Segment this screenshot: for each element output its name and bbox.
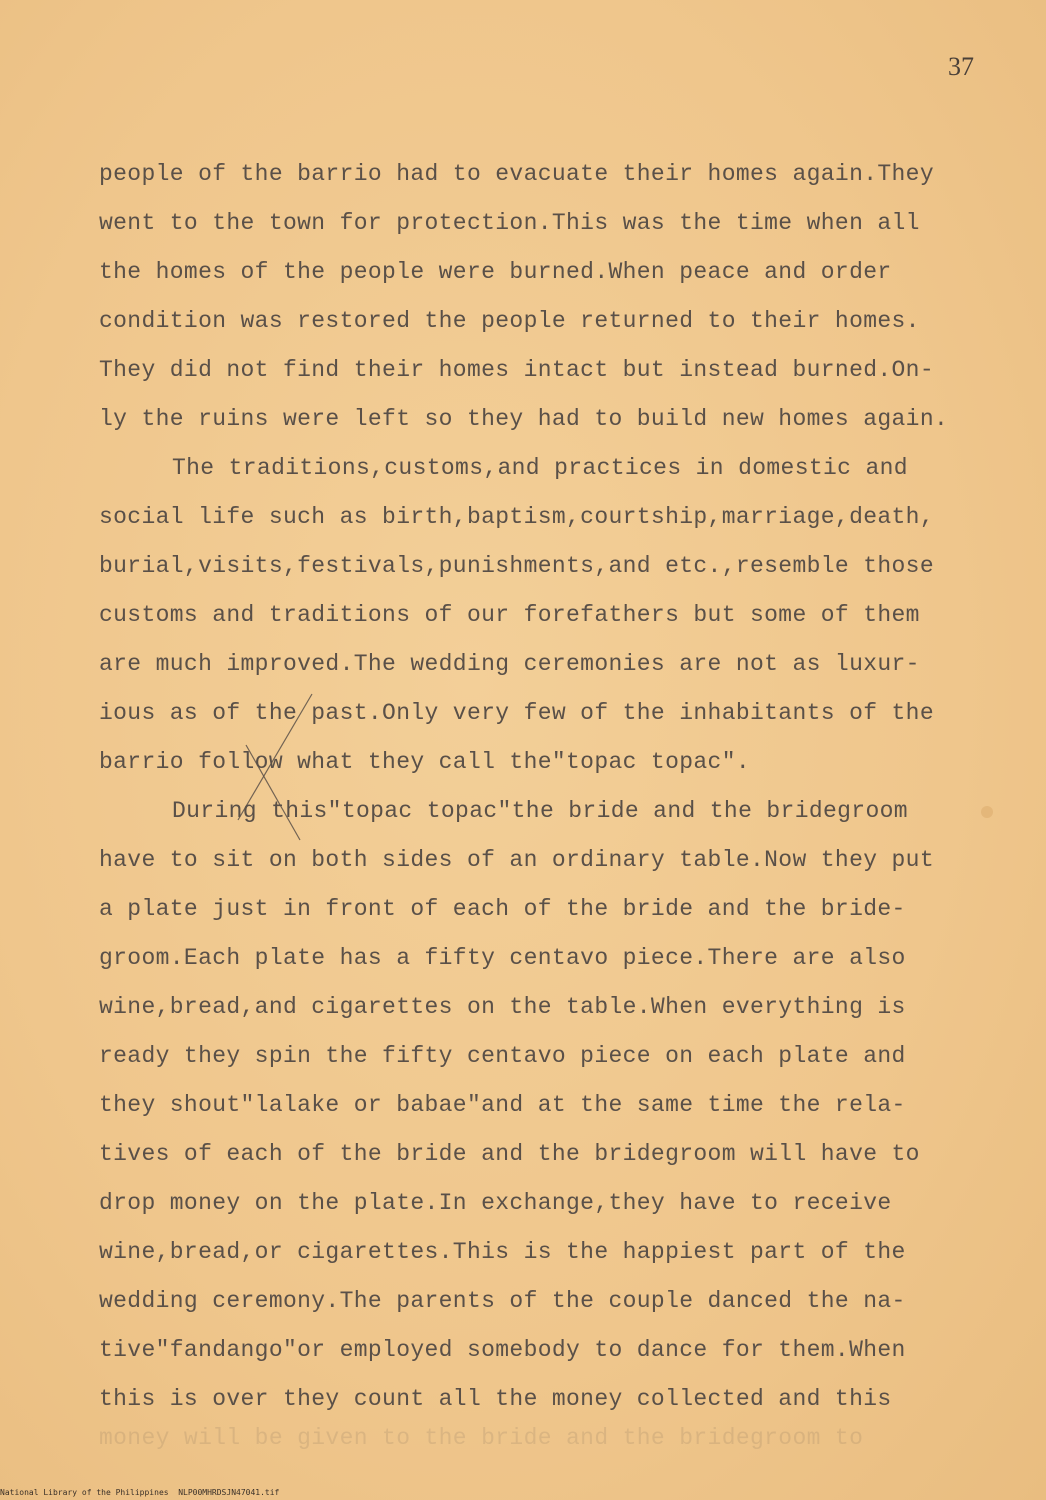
text-line: have to sit on both sides of an ordinary table.Now they put	[99, 847, 934, 873]
text-line: are much improved.The wedding ceremonies are not as luxur-	[99, 651, 920, 677]
faded-bleed-through-line: money will be given to the bride and the bridegroom to	[99, 1425, 864, 1451]
text-line: went to the town for protection.This was the time when all	[99, 210, 920, 236]
text-line: a plate just in front of each of the bride and the bride-	[99, 896, 906, 922]
text-line: wine,bread,and cigarettes on the table.When everything is	[99, 994, 906, 1020]
paper-stain	[981, 806, 993, 818]
text-line: people of the barrio had to evacuate their homes again.They	[99, 161, 934, 187]
text-line: condition was restored the people returned to their homes.	[99, 308, 920, 334]
text-line: ready they spin the fifty centavo piece on each plate and	[99, 1043, 906, 1069]
archive-footer-note: National Library of the Philippines NLP00MHRDSJN47041.tif	[0, 1488, 280, 1497]
text-line: they shout"lalake or babae"and at the same time the rela-	[99, 1092, 906, 1118]
text-line: customs and traditions of our forefathers but some of them	[99, 602, 920, 628]
text-line: tives of each of the bride and the bridegroom will have to	[99, 1141, 920, 1167]
text-line: barrio follow what they call the"topac topac".	[99, 749, 751, 775]
text-line: the homes of the people were burned.When peace and order	[99, 259, 892, 285]
text-line: groom.Each plate has a fifty centavo piece.There are also	[99, 945, 906, 971]
text-line: ious as of the past.Only very few of the inhabitants of the	[99, 700, 934, 726]
pen-stroke-forward	[238, 694, 312, 820]
text-line: drop money on the plate.In exchange,they have to receive	[99, 1190, 892, 1216]
page-number: 37	[948, 52, 974, 81]
text-line: During this"topac topac"the bride and the bridegroom	[172, 798, 908, 824]
text-line: this is over they count all the money collected and this	[99, 1386, 892, 1412]
text-line: They did not find their homes intact but instead burned.On-	[99, 357, 934, 383]
text-line: burial,visits,festivals,punishments,and etc.,resemble those	[99, 553, 934, 579]
text-line: The traditions,customs,and practices in domestic and	[172, 455, 908, 481]
text-line: social life such as birth,baptism,courtship,marriage,death,	[99, 504, 934, 530]
text-line: wedding ceremony.The parents of the couple danced the na-	[99, 1288, 906, 1314]
text-line: ly the ruins were left so they had to build new homes again.	[99, 406, 949, 432]
text-line: tive"fandango"or employed somebody to dance for them.When	[99, 1337, 906, 1363]
text-line: wine,bread,or cigarettes.This is the happiest part of the	[99, 1239, 906, 1265]
